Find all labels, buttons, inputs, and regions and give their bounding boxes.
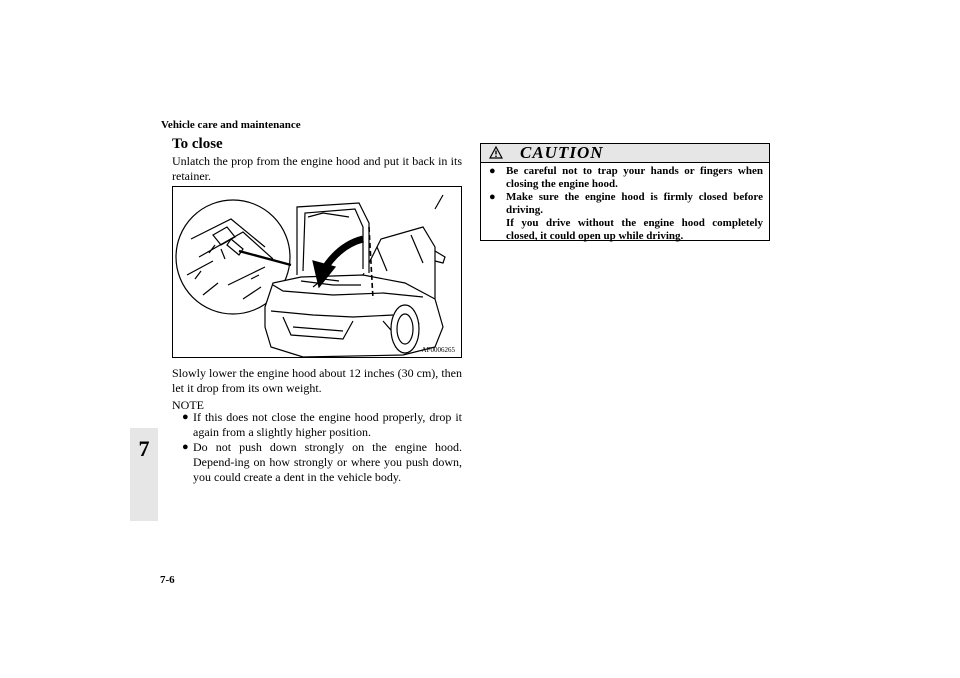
caution-text: Make sure the engine hood is firmly closed before driving.: [506, 191, 763, 216]
note-text: If this does not close the engine hood properly, drop it again from a slightly higher position.: [193, 410, 462, 439]
bullet-icon: ●: [182, 441, 189, 453]
page-number: 7-6: [160, 574, 175, 586]
bullet-icon: ●: [182, 411, 189, 423]
intro-paragraph: Unlatch the prop from the engine hood and put it back in its retainer.: [172, 154, 462, 183]
note-text: Do not push down strongly on the engine hood. Depend-ing on how strongly or where you push down, you could create a dent in the vehicle body.: [193, 440, 462, 484]
warning-triangle-icon: [489, 146, 503, 159]
bullet-icon: ●: [489, 191, 496, 203]
caution-box: [480, 143, 770, 241]
section-header: Vehicle care and maintenance: [161, 119, 301, 131]
body-paragraph: Slowly lower the engine hood about 12 inches (30 cm), then let it drop from its own weight.: [172, 366, 462, 395]
bullet-icon: ●: [489, 165, 496, 177]
page-title: To close: [172, 136, 223, 152]
note-item: [182, 440, 462, 485]
car-hood-illustration: [173, 187, 461, 357]
caution-text: Be careful not to trap your hands or fingers when closing the engine hood.: [506, 165, 763, 190]
caution-sub-text: If you drive without the engine hood completely closed, it could open up while driving.: [506, 217, 763, 242]
note-item: [182, 410, 462, 440]
chapter-number: 7: [138, 436, 150, 461]
figure-id: AF0006265: [421, 346, 455, 354]
caution-title: CAUTION: [520, 143, 604, 162]
note-label: NOTE: [172, 398, 204, 412]
caution-item: [489, 191, 763, 217]
caution-header: [481, 144, 769, 163]
engine-hood-figure: [172, 186, 462, 358]
caution-item: [489, 165, 763, 191]
